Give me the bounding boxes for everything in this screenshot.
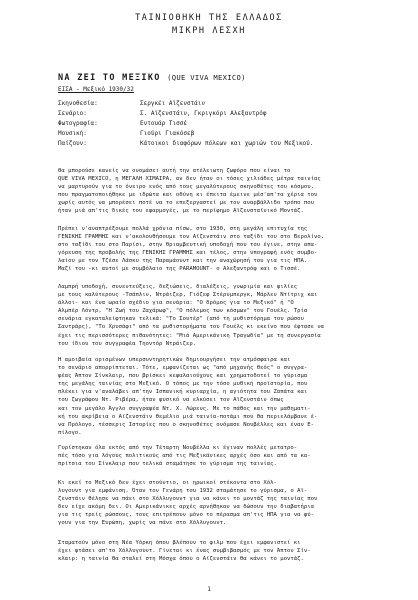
text-line: της μεγάλης ταινίας στο Μεξικό. Ο τόπος με την τόσο μυθική προϊστορία, που — [58, 381, 308, 388]
text-line: ζενστάιν θέλησε να πάει στο Χόλλυγουντ για να κάνει το μοντάζ της ταινίας που — [58, 496, 318, 503]
credit-label: Σενάριο: — [58, 110, 87, 117]
credit-label: Σκηνοθεσία: — [58, 100, 98, 107]
text-line: πές τόσο για λόγους πολιτικούς από τις Μεξικάνικες αρχές όσο και από τα κα- — [58, 453, 311, 460]
text-line: φέας Άπτον Σίνκλαιρ, που βρίσκει κεφαλαιούχους και χρηματοδοτεί το γύρισμα — [58, 373, 308, 380]
text-line: Η αμοιβαία ορισμένων υπερσυντηρητικών δημιουργήσει την ατμόσφαιρα και — [58, 357, 291, 363]
text-line: λυγουντ για εμφάνιση. Όταν τον Γενάρη του 1932 σταμάτησε το γύρισμα, ο Αϊ- — [58, 488, 308, 495]
text-line: Γυρίστηκαν όλα εκτός από την Τέταρτη Νουβέλλα κι έγιναν πολλές μετατρο- — [58, 445, 298, 451]
text-line: κλαιρ: η ταινία θα σταλεί στη Μόσχα όπου ο Αϊζενστάιν θα κάνει το μοντάζ. — [58, 556, 304, 563]
text-line: δεν είχε ακόμη δει. Οι Αμερικάνικες αρχές αρνήθηκαν να δώσουν την διαβατήρια — [58, 504, 314, 511]
credit-value: Γιούρι Γιακόσεβ — [140, 130, 195, 137]
text-line: για τις τρείς ρώσσους, τους επιτρέπουν μόνο το πέρασμα απ'τις ΗΠΑ για να φύ- — [58, 512, 314, 519]
credit-label: Μουσική: — [58, 130, 87, 137]
paragraph — [58, 167, 388, 216]
credit-value: Κάτοικοι διαφόρων πόλεων και χωριών του Μεξικού. — [140, 140, 314, 147]
credit-row — [58, 140, 313, 147]
page-number: 1 — [207, 586, 211, 593]
text-line: Μαζί του -κι αυτοί με συμβόλαιο της PARAMOUNT- ο Αλεξαντρόφ και ο Τισσέ. — [58, 266, 301, 273]
text-line: Πρέπει ν'αναπτρέξουμε πολλά χρόνια πίσω, στο 1930, στη μεγάλη επιτυχία της — [58, 226, 308, 232]
text-line: Σταματούν μόνο στη Νέα Υόρκη όπου βλέπουν το φιλμ που έχει εμφανιστεί κι — [58, 540, 301, 546]
text-line: Σαντράρς), "Το Χρυσάφι" από τα μυθιστορήματα του Γουέλς κι εκείνο που έφτασε να — [58, 324, 325, 331]
text-line: πίλογο. — [58, 429, 82, 436]
credit-value: Εντουάρ Τισσέ — [140, 120, 187, 127]
text-line: πρίτσια του Σίνκλαιρ που τελικά σταμάτησε το γύρισμα της ταινίας. — [58, 461, 277, 468]
text-line: χωρίς αυτός να μπορέσει ποτέ να το επεξεργαστεί με τον αναρβάλλιδο τρόπο που — [58, 200, 314, 207]
credit-label: Φωτογραφία: — [58, 120, 98, 127]
paragraph — [58, 356, 388, 437]
text-line: ήταν μιά απ'τις δικές του εφαρμογές, με το περίφημο Αϊζενσταϊνικό Μοντάζ. — [58, 208, 304, 215]
paragraph — [58, 225, 388, 274]
text-line: Λαμπρή υποδοχή, συνεντεύξεις, δεξιώσεις, διαλέξεις, γνωριμία και φιλίες — [58, 284, 298, 290]
text-line: να Πρόλογο, τέσσερις Ιστορίες που ο σκηνοθέτες ονόμασε Νουβέλλες και έναν Ε- — [58, 421, 314, 428]
credit-label: Παίζουν: — [58, 140, 87, 147]
film-meta: ΕΙΣΑ - Μεξικό 1930/32 — [58, 86, 134, 93]
text-line: λαίου με τον Τζέσε Λάσκυ της Παραμάουντ και την αναχώρησή του για τις ΗΠΑ. — [58, 258, 308, 265]
text-line: ΓΕΝΙΚΗΣ ΓΡΑΜΜΗΣ και ν'ακολουθήσουμε τον Αϊζενστάιν στο ταξίδι του στο Βερολίνο, — [58, 234, 325, 241]
film-title — [58, 73, 246, 83]
text-line: QUE VIVA MEXICO, η ΜΕΓΑΛΗ ΧΙΜΑΙΡΑ, αν δεν ήταν οι τόσες χιλιάδες μέτρα ταινίας — [58, 176, 321, 183]
text-line: να μαρτυρούν για το όνειρο ενός από τους μεγαλύτερους σκηνοθέτες του κόσμου, — [58, 184, 314, 191]
text-line: και τον μεγάλο Άγγλο συγγραφέα Ντ. Χ. Λώρενς. Με το πάθος και την μαθηματι- — [58, 405, 311, 412]
paragraph — [58, 283, 388, 348]
text-line: άλλοι- και ένα ωραίο σχέδιο για σενάρια: "Ο δρόμος για το Μεξικό" ή "Ο — [58, 300, 294, 307]
archive-name: ΤΑΙΝΙΟΘΗΚΗ ΤΗΣ ΕΛΛΑΔΟΣ — [135, 13, 283, 23]
credit-value: Σεργκέι Αϊζενστάιν — [140, 100, 206, 107]
film-title-original: (QUE VIVA MEXICO) — [167, 73, 246, 82]
text-line: του ίδιου του συγγραφέα Τηοντόρ Ντράιζερ. — [58, 340, 197, 347]
film-title-greek: ΝΑ ΖΕΙ ΤΟ ΜΕΞΙΚΟ — [58, 73, 161, 83]
credit-value: Σ. Αϊζενστάιν, Γκριγκόρι Αλεξαντρόφ — [140, 110, 267, 117]
club-name: ΜΙΚΡΗ ΛΕΣΧΗ — [172, 26, 246, 36]
text-line: σενάρια εγκαταλείφτηκαν τελικά: "Το Σουτέρ" (από τη μυθιστόρημα του ρώσου — [58, 316, 304, 323]
text-line: το σενάριο απορρίπτεται. Τότε, εμφανίζεται ως "από μηχανής θεός" ο συγγρα- — [58, 365, 308, 372]
credit-row — [58, 100, 205, 107]
paragraph — [58, 444, 388, 468]
text-line: γουν για την Ευρώπη, χωρίς να πάνε στο Χόλλυγουντ. — [58, 520, 227, 527]
text-line: Αλμπέρ Λόντρ, "Η Ζωή του Ζαχάρωφ", "Ο πόλεμος των κόσμων" του Γουέλς. Τρία — [58, 308, 308, 315]
text-line: Κι εκεί το Μεξικό δεν έχει στούντιο, οι ηρωικοί στέκοντα στο Χόλ- — [58, 480, 277, 486]
text-line: που πραγματοποιήθηκε με ιδρώτα και οδύνη κι έπειτα έμεινε μέσ'απ'τα χέρια του — [58, 192, 318, 199]
text-line: έχει τις περισσότερες πιθανότητες: "Μιά Αμερικάνικη Τραγωδία" με τη συνεργασία — [58, 332, 321, 339]
text-line: γόρευση της προβολής της ΓΕΝΙΚΗΣ ΓΡΑΜΜΗΣ και τέλος, στην υπογραφή ενός συμβο- — [58, 250, 318, 257]
credit-row — [58, 130, 194, 137]
paragraph — [58, 539, 388, 563]
text-line: κή του ακρίβεια ο Αϊζενστάιν θεμέλιο μιά ταινία-ποτάμι που θα περιελάμβανε έ- — [58, 413, 318, 420]
text-line: Θα μπορούσε κανείς να ονομάσει αυτή την ατέλειωτη ζωφόρο που είναι το — [58, 168, 291, 174]
text-line: έχει φτάσει απ'το Χόλλυγουντ. Γίνεται κι ένας συμβιβασμός με τον Άπτον Σίν- — [58, 548, 311, 555]
text-line: πλέκει για ν'αναλάβει απ'την Ισπανική κυριαρχία, η αγιότητα του Ζαπάτα και — [58, 389, 308, 396]
credit-row — [58, 110, 266, 117]
text-line: του ζωγράφου Ντ. Ριβέρα, ήταν φυσικό να ελκύσει τον Αϊζενστάιν όπως — [58, 397, 284, 404]
text-line: με τους καλύτερους -Τσάπλιν, Ντράιζερ, Γιόζεφ Στέρνμπεργκ, Μάρλεν Ντίτριχ και — [58, 292, 318, 299]
paragraph — [58, 479, 388, 528]
text-line: στο ταξίδι του στο Παρίσι, στην θριαμβευτική υποδοχή που του έγινε, στην απα- — [58, 242, 318, 249]
credit-row — [58, 120, 187, 127]
